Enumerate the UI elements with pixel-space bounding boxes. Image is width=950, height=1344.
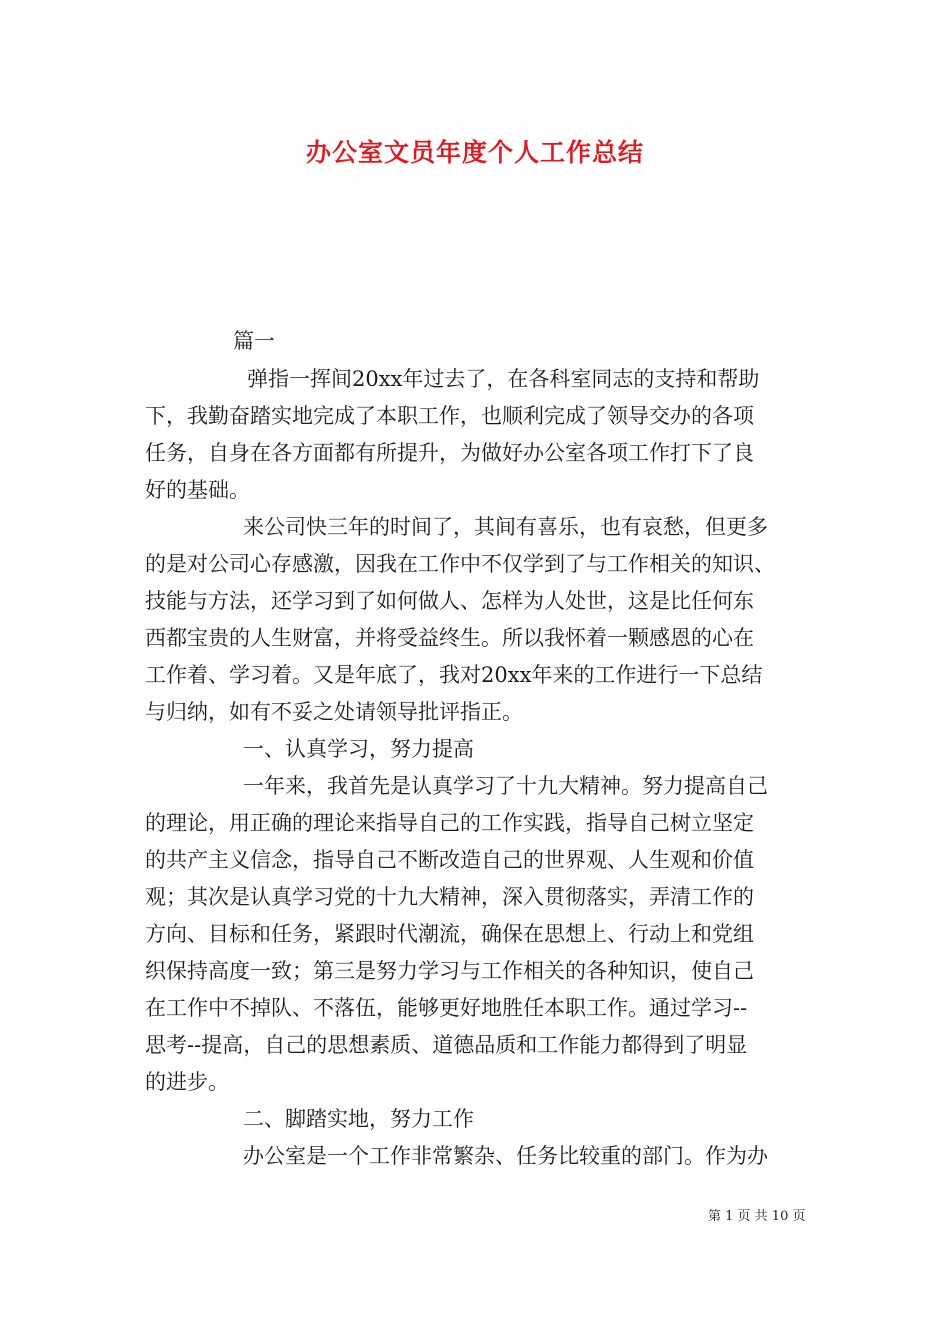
paragraph-line: 的是对公司心存感激，因我在工作中不仅学到了与工作相关的知识、 [145,552,775,576]
paragraph-line: 西都宝贵的人生财富，并将受益终生。所以我怀着一颗感恩的心在 [145,626,754,650]
paragraph-line: 的理论，用正确的理论来指导自己的工作实践，指导自己树立坚定 [145,811,754,835]
section-heading: 一、认真学习，努力提高 [243,737,474,761]
paragraph-line: 织保持高度一致；第三是努力学习与工作相关的各种知识，使自己 [145,959,754,983]
paragraph-line: 弹指一挥间20xx年过去了，在各科室同志的支持和帮助 [247,367,760,391]
paragraph-line: 下，我勤奋踏实地完成了本职工作，也顺利完成了领导交办的各项 [145,404,754,428]
paragraph-line: 方向、目标和任务，紧跟时代潮流，确保在思想上、行动上和党组 [145,922,754,946]
paragraph-line: 与归纳，如有不妥之处请领导批评指正。 [145,700,523,724]
paragraph-line: 技能与方法，还学习到了如何做人、怎样为人处世，这是比任何东 [145,589,754,613]
paragraph-line: 思考--提高，自己的思想素质、道德品质和工作能力都得到了明显 [145,1033,748,1057]
paragraph-line: 观；其次是认真学习党的十九大精神，深入贯彻落实，弄清工作的 [145,885,754,909]
paragraph-line: 任务，自身在各方面都有所提升，为做好办公室各项工作打下了良 [145,441,754,465]
section-label: 篇一 [233,329,275,353]
page-footer: 第 1 页 共 10 页 [708,1209,806,1224]
paragraph-line: 工作着、学习着。又是年底了，我对20xx年来的工作进行一下总结 [145,663,763,687]
paragraph-line: 的进步。 [145,1070,229,1094]
document-title: 办公室文员年度个人工作总结 [305,138,644,167]
paragraph-line: 办公室是一个工作非常繁杂、任务比较重的部门。作为办 [243,1144,768,1168]
paragraph-line: 的共产主义信念，指导自己不断改造自己的世界观、人生观和价值 [145,848,754,872]
paragraph-line: 来公司快三年的时间了，其间有喜乐，也有哀愁，但更多 [243,515,768,539]
paragraph-line: 好的基础。 [145,478,250,502]
section-heading: 二、脚踏实地，努力工作 [243,1107,474,1131]
paragraph-line: 在工作中不掉队、不落伍，能够更好地胜任本职工作。通过学习-- [145,996,748,1020]
paragraph-line: 一年来，我首先是认真学习了十九大精神。努力提高自己 [243,774,768,798]
